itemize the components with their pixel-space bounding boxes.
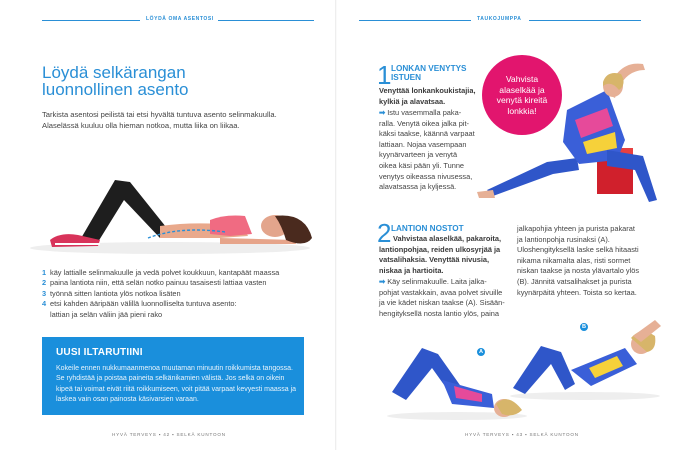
section-2-body-text: Käy selinmakuulle. Laita jalka- bbox=[387, 277, 487, 286]
tip-box-title: UUSI ILTARUTIINI bbox=[56, 347, 143, 358]
title-line-1: Löydä selkärangan bbox=[42, 63, 186, 82]
step-number: 1 bbox=[42, 268, 47, 277]
legs-outfit bbox=[513, 346, 575, 394]
section-1-title-line: LONKAN VENYTYS bbox=[391, 64, 467, 73]
section-2-body-line: ja vie kädet niskan taakse (A). Sisään- bbox=[379, 298, 505, 308]
running-head-left bbox=[42, 16, 314, 26]
section-1-number: 1 bbox=[377, 60, 392, 90]
section-2-number: 2 bbox=[377, 218, 392, 248]
section-1-body-line: ralla. Venytä oikea jalka pit- bbox=[379, 118, 469, 128]
arm bbox=[220, 238, 296, 244]
step-number: 3 bbox=[42, 288, 47, 298]
floor-shadow bbox=[510, 392, 660, 400]
section-1-lead-line: Venyttää lonkankoukistajia, bbox=[379, 86, 476, 95]
extended-leg bbox=[487, 158, 579, 196]
woman-lying-photo bbox=[20, 140, 320, 260]
section-2-body-line: hengityksellä nosta lantio ylös, paina bbox=[379, 308, 499, 318]
running-head-rule bbox=[218, 20, 314, 21]
section-2-body-line: ja lantionpohja rusinaksi (A). bbox=[517, 234, 610, 244]
section-2-lead bbox=[379, 234, 523, 276]
section-1-title-line: ISTUEN bbox=[391, 73, 422, 82]
section-2-lead-line: Vahvistaa alaselkää, pakaroita, bbox=[393, 234, 502, 243]
page-footer-right: HYVÄ TERVEYS ▪ 43 ▪ SELKÄ KUNTOON bbox=[465, 432, 579, 437]
step-continuation: lattian ja selän väliin jää pieni rako bbox=[50, 309, 163, 319]
tip-box bbox=[42, 337, 304, 415]
section-2-title: LANTION NOSTOT bbox=[391, 224, 464, 233]
section-2-body-line bbox=[379, 277, 519, 288]
label-a-badge: A bbox=[476, 347, 486, 357]
section-2-body-line: pohjat vastakkain, avaa polvet sivuille bbox=[379, 287, 503, 297]
arrow-icon: ➡ bbox=[379, 108, 388, 117]
section-1-body-line: oikea käsi pään yli. Tunne bbox=[379, 160, 465, 170]
section-1-lead-line: kylkiä ja alavatsaa. bbox=[379, 96, 446, 106]
section-1-body-line: venytys oikeassa nivusessa, bbox=[379, 171, 473, 181]
step-text: paina lantiota niin, että selän notko painuu tasaisesti lattiaa vasten bbox=[50, 278, 267, 288]
tip-box-text: Kokeile ennen nukkumaanmenoa muutaman minuutin roikkumista tangossa. Se ryhdistää ja poistaa paineita selkänikamien välistä. Jos selkä on oikein kipeä tai voimat eivät riitä roikkumiseen, voit pitää varpaat kevyesti maassa ja laskea vain osan painosta käsivarsien varaan. bbox=[56, 365, 297, 404]
intro-text: Tarkista asentosi peilistä tai etsi hyvältä tuntuva asento selinmakuulla. Alaselässä kuuluu olla hieman notkoa, mutta liika on liikaa. bbox=[42, 110, 277, 130]
step-item bbox=[42, 278, 322, 288]
right-page bbox=[337, 0, 674, 450]
tip-bubble: Vahvista alaselkää ja venytä kireitä lonkkia! bbox=[482, 55, 562, 135]
section-2-body-line: jalkapohjia yhteen ja purista pakarat bbox=[517, 224, 635, 233]
page-footer-left: HYVÄ TERVEYS ▪ 42 ▪ SELKÄ KUNTOON bbox=[112, 432, 226, 437]
step-text: käy lattialle selinmakuulle ja vedä polvet koukkuun, kantapäät maassa bbox=[50, 268, 280, 277]
running-head-text: LÖYDÄ OMA ASENTOSI bbox=[146, 16, 214, 22]
hip-lift-photo-b bbox=[505, 308, 670, 403]
section-2-lead-line: niskaa ja hartioita. bbox=[379, 265, 444, 275]
step-text: etsi kahden ääripään välillä luonnolliselta tuntuva asento: bbox=[50, 299, 237, 309]
step-text: työnnä sitten lantiota ylös notkoa lisäten bbox=[50, 288, 181, 298]
section-2-lead-line: lantionpohjaa, reiden ulkosyrjää ja bbox=[379, 244, 501, 254]
section-1-title bbox=[391, 64, 467, 82]
section-1-body-line: kyynärvarteen ja venytä bbox=[379, 150, 458, 160]
section-2-body-col2 bbox=[517, 224, 667, 298]
section-2-lead-line: vatsalihaksia. Venyttää nivusia, bbox=[379, 255, 490, 265]
running-head-rule bbox=[42, 20, 140, 21]
section-1-body-line: käksi taakse, käännä varpaat bbox=[379, 129, 475, 139]
section-1-body-line: alavatsassa ja kyljessä. bbox=[379, 182, 457, 192]
step-number: 2 bbox=[42, 278, 47, 288]
arrow-icon: ➡ bbox=[379, 277, 388, 286]
section-1-body-text: Istu vasemmalla paka- bbox=[387, 108, 462, 117]
running-head-rule bbox=[529, 20, 641, 21]
section-2-body bbox=[379, 277, 519, 319]
section-2-body-line: kyynärpäitä yhteen. Toista so kertaa. bbox=[517, 287, 637, 297]
steps-list bbox=[42, 268, 322, 320]
step-item bbox=[42, 299, 322, 309]
running-head-rule bbox=[359, 20, 471, 21]
step-item bbox=[42, 268, 322, 278]
section-2-body-line: nikama nikamalta alas, risti sormet bbox=[517, 255, 631, 265]
section-1-body-line bbox=[379, 108, 497, 119]
section-1-body-line: lattiaan. Nojaa vasempaan bbox=[379, 139, 467, 149]
title-line-2: luonnollinen asento bbox=[42, 80, 189, 99]
running-head-right bbox=[359, 16, 641, 26]
legs bbox=[80, 180, 170, 242]
section-1-lead bbox=[379, 86, 497, 107]
section-2-body-line: Uloshengityksellä laske selkä hitaasti bbox=[517, 245, 639, 255]
section-2-body-line: niskan taakse ja nosta ylävartalo ylös bbox=[517, 266, 640, 276]
section-1-body bbox=[379, 108, 497, 193]
label-b-badge: B bbox=[579, 322, 589, 332]
step-item bbox=[42, 289, 322, 299]
section-2-body-line: (B). Jännitä vatsalihakset ja purista bbox=[517, 276, 632, 286]
running-head-text: TAUKOJUMPPA bbox=[477, 16, 522, 22]
step-number: 4 bbox=[42, 299, 47, 309]
sports-top bbox=[210, 216, 252, 237]
page-title bbox=[42, 64, 242, 98]
